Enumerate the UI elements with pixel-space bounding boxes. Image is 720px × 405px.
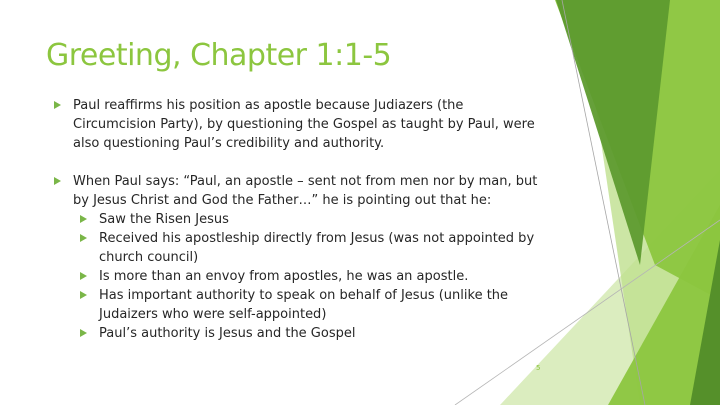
sub-bullet-5 xyxy=(80,324,544,343)
arrowhead-right-icon xyxy=(80,215,87,223)
bullet-2 xyxy=(54,172,544,210)
sub-bullet-3-text: Is more than an envoy from apostles, he was an apostle. xyxy=(99,269,469,284)
arrowhead-right-icon xyxy=(80,234,87,242)
arrowhead-right-icon xyxy=(54,177,61,185)
arrowhead-right-icon xyxy=(80,291,87,299)
sub-bullet-3 xyxy=(80,267,544,286)
sub-bullet-2 xyxy=(80,229,544,267)
slide-title: Greeting, Chapter 1:1-5 xyxy=(46,38,392,73)
arrowhead-right-icon xyxy=(80,272,87,280)
sub-bullet-1 xyxy=(80,210,544,229)
sub-bullet-4-text: Has important authority to speak on behalf of Jesus (unlike the Judaizers who were self-appointed) xyxy=(99,288,509,322)
sub-bullet-1-text: Saw the Risen Jesus xyxy=(99,212,229,227)
bullet-1-text: Paul reaffirms his position as apostle because Judiazers (the Circumcision Party), by questioning the Gospel as taught by Paul, were also questioning Paul’s credibility and authority. xyxy=(73,98,535,151)
bullet-1 xyxy=(54,96,544,153)
sub-bullet-2-text: Received his apostleship directly from Jesus (was not appointed by church council) xyxy=(99,231,535,265)
arrowhead-right-icon xyxy=(80,329,87,337)
bullet-list xyxy=(54,96,544,343)
sub-bullet-4 xyxy=(80,286,544,324)
arrowhead-right-icon xyxy=(54,101,61,109)
sub-bullet-5-text: Paul’s authority is Jesus and the Gospel xyxy=(99,326,356,341)
page-number: 5 xyxy=(536,364,541,372)
bullet-2-text: When Paul says: “Paul, an apostle – sent not from men nor by man, but by Jesus Christ and God the Father…” he is pointing out that he: xyxy=(73,174,538,208)
